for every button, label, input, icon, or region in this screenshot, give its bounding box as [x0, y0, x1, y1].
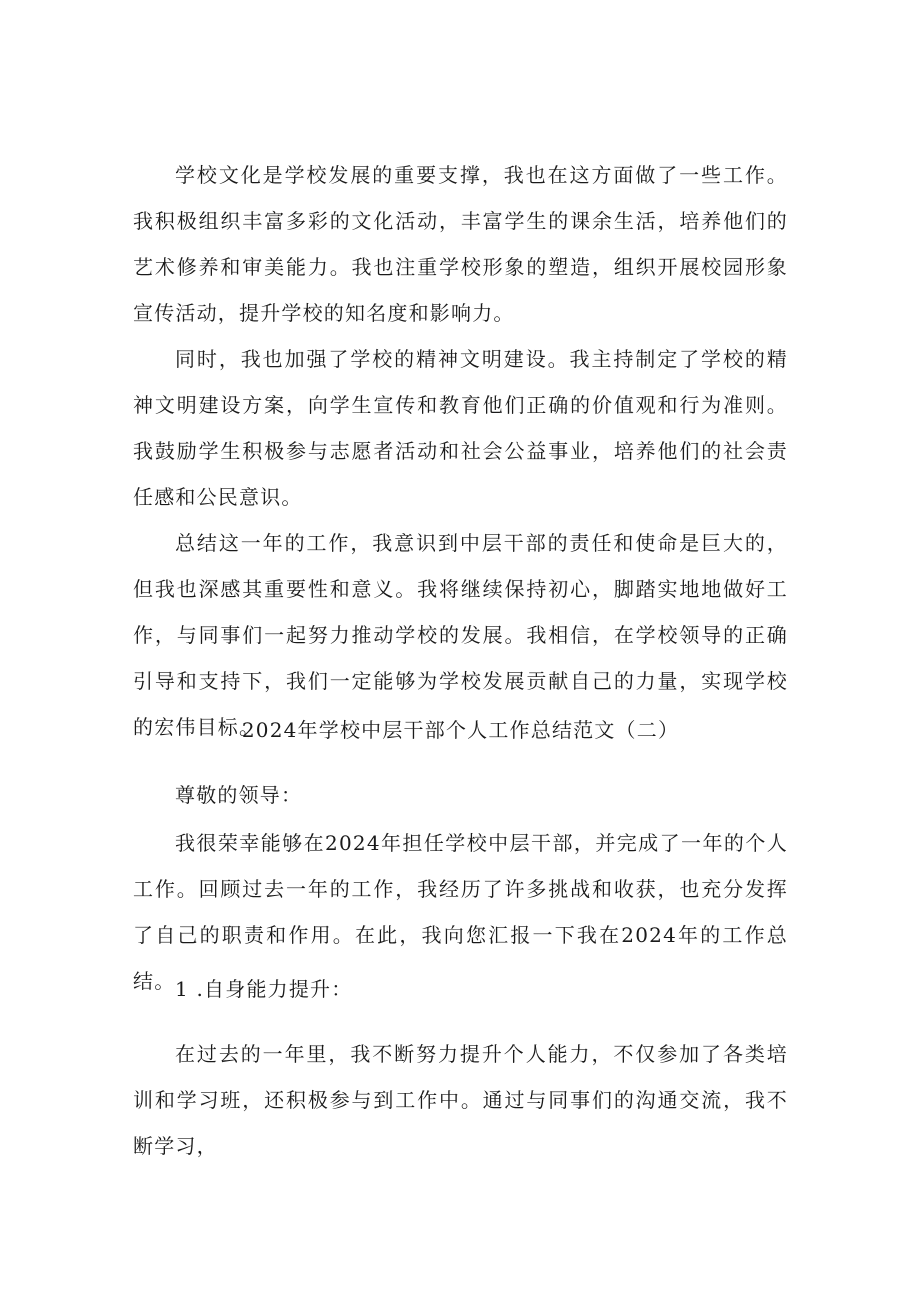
item-heading-self-improvement: 1 .自身能力提升： — [175, 977, 353, 1001]
paragraph-year-summary: 总结这一年的工作，我意识到中层干部的责任和使命是巨大的，但我也深感其重要性和意义。我将继续保持初心，脚踏实地地做好工作，与同事们一起努力推动学校的发展。我相信，在学校领导的正确引导和支持下，我们一定能够为学校发展贡献自己的力量，实现学校的宏伟目标。 — [133, 531, 788, 739]
paragraph-self-improvement: 在过去的一年里，我不断努力提升个人能力，不仅参加了各类培训和学习班，还积极参与到工作中。通过与同事们的沟通交流，我不断学习， — [133, 1042, 788, 1158]
paragraph-spiritual-civilization: 同时，我也加强了学校的精神文明建设。我主持制定了学校的精神文明建设方案，向学生宣传和教育他们正确的价值观和行为准则。我鼓励学生积极参与志愿者活动和社会公益事业，培养他们的社会责任感和公民意识。 — [133, 347, 788, 509]
paragraph-intro: 我很荣幸能够在2024年担任学校中层干部，并完成了一年的个人工作。回顾过去一年的工作，我经历了许多挑战和收获，也充分发挥了自己的职责和作用。在此，我向您汇报一下我在2024年的工作总结。 — [133, 831, 788, 993]
paragraph-school-culture: 学校文化是学校发展的重要支撑，我也在这方面做了一些工作。我积极组织丰富多彩的文化活动，丰富学生的课余生活，培养他们的艺术修养和审美能力。我也注重学校形象的塑造，组织开展校园形象宣传活动，提升学校的知名度和影响力。 — [133, 163, 788, 325]
salutation: 尊敬的领导： — [175, 783, 303, 807]
section-title: 2024年学校中层干部个人工作总结范文（二） — [241, 718, 680, 742]
